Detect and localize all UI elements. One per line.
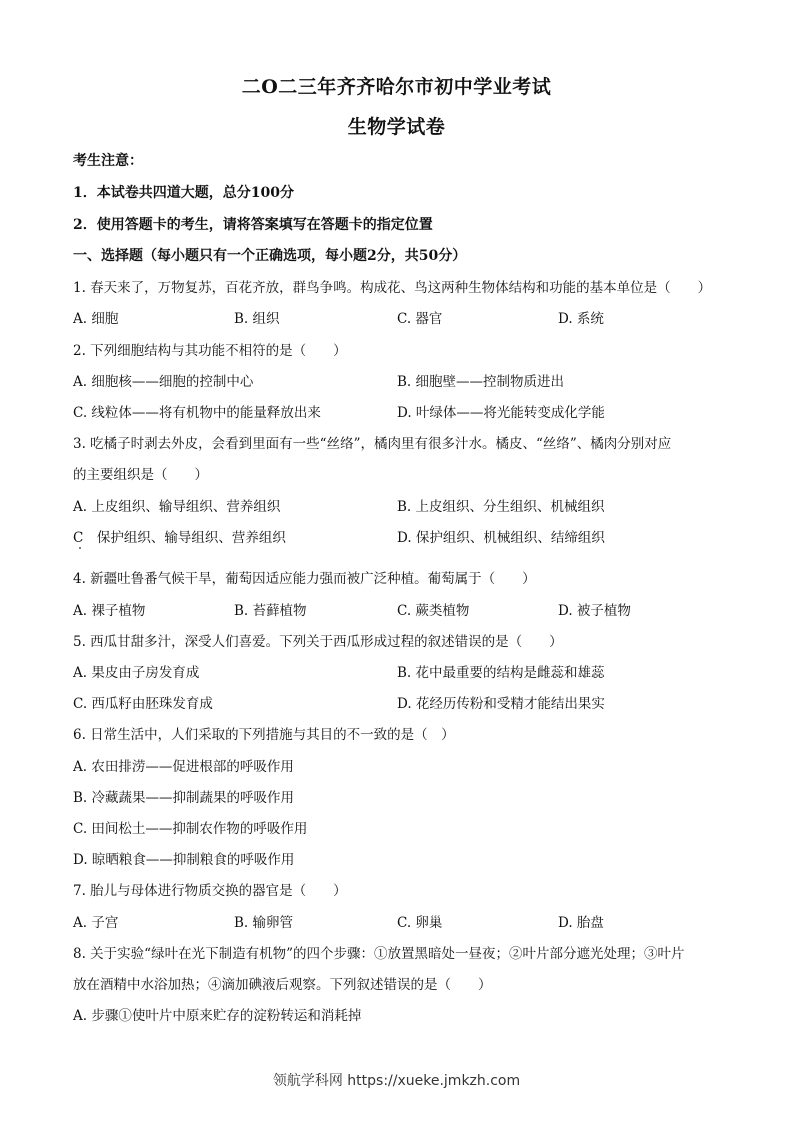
q5-option-d: D. 花经历传粉和受精才能结出果实 (397, 696, 605, 712)
notice-item-1: 1．本试卷共四道大题，总分100分 (73, 185, 294, 201)
q3-option-b: B. 上皮组织、分生组织、机械组织 (397, 499, 605, 515)
q8-option-a: A. 步骤①使叶片中原来贮存的淀粉转运和消耗掉 (73, 1008, 362, 1024)
q7-option-d: D. 胎盘 (558, 915, 604, 931)
q4-option-d: D. 被子植物 (558, 603, 631, 619)
q1-option-b: B. 组织 (234, 311, 280, 327)
section-heading: 一、选择题（每小题只有一个正确选项，每小题2分，共50分） (73, 248, 467, 264)
question-1-stem: 1. 春天来了，万物复苏，百花齐放，群鸟争鸣。构成花、鸟这两种生物体结构和功能的基本单位是（ ） (73, 280, 712, 296)
q7-option-c: C. 卵巢 (397, 915, 443, 931)
q2-option-a: A. 细胞核——细胞的控制中心 (73, 374, 254, 390)
q7-option-a: A. 子宫 (73, 915, 119, 931)
question-3-stem-line-2: 的主要组织是（ ） (73, 467, 208, 483)
q1-option-c: C. 器官 (397, 311, 443, 327)
question-2-stem: 2. 下列细胞结构与其功能不相符的是（ ） (73, 343, 347, 359)
q5-option-b: B. 花中最重要的结构是雌蕊和雄蕊 (397, 665, 605, 681)
scan-dot (79, 547, 81, 549)
footer-watermark-text: 领航学科网 https://xueke.jmkzh.com (272, 1073, 521, 1089)
question-7-stem: 7. 胎儿与母体进行物质交换的器官是（ ） (73, 883, 347, 899)
question-4-stem: 4. 新疆吐鲁番气候干旱，葡萄因适应能力强而被广泛种植。葡萄属于（ ） (73, 571, 536, 587)
q4-option-c: C. 蕨类植物 (397, 603, 470, 619)
q2-option-d: D. 叶绿体——将光能转变成化学能 (397, 405, 605, 421)
q5-option-c: C. 西瓜籽由胚珠发育成 (73, 696, 213, 712)
notice-heading: 考生注意： (73, 153, 143, 169)
q1-option-d: D. 系统 (558, 311, 604, 327)
q5-option-a: A. 果皮由子房发育成 (73, 665, 200, 681)
q2-option-c: C. 线粒体——将有机物中的能量释放出来 (73, 405, 321, 421)
question-6-stem: 6. 日常生活中，人们采取的下列措施与其目的不一致的是（ ） (73, 727, 455, 743)
q7-option-b: B. 输卵管 (234, 915, 294, 931)
q4-option-b: B. 苔藓植物 (234, 603, 307, 619)
question-3-stem-line-1: 3. 吃橘子时剥去外皮，会看到里面有一些“丝络”，橘肉里有很多汁水。橘皮、“丝络”、橘肉分别对应 (73, 436, 672, 452)
question-8-stem-line-2: 放在酒精中水浴加热；④滴加碘液后观察。下列叙述错误的是（ ） (73, 977, 492, 993)
q3-option-d: D. 保护组织、机械组织、结缔组织 (397, 530, 605, 546)
q4-option-a: A. 裸子植物 (73, 603, 146, 619)
q6-option-d: D. 晾晒粮食——抑制粮食的呼吸作用 (73, 852, 295, 868)
exam-subtitle: 生物学试卷 (347, 116, 446, 138)
q2-option-b: B. 细胞壁——控制物质进出 (397, 374, 565, 390)
q6-option-a: A. 农田排涝——促进根部的呼吸作用 (73, 759, 294, 775)
question-5-stem: 5. 西瓜甘甜多汁，深受人们喜爱。下列关于西瓜形成过程的叙述错误的是（ ） (73, 634, 563, 650)
q6-option-c: C. 田间松土——抑制农作物的呼吸作用 (73, 821, 308, 837)
exam-title: 二O二三年齐齐哈尔市初中学业考试 (241, 76, 552, 98)
q1-option-a: A. 细胞 (73, 311, 119, 327)
q6-option-b: B. 冷藏蔬果——抑制蔬果的呼吸作用 (73, 790, 295, 806)
notice-item-2: 2．使用答题卡的考生，请将答案填写在答题卡的指定位置 (73, 217, 433, 233)
q3-option-c: C 保护组织、输导组织、营养组织 (73, 530, 286, 546)
question-8-stem-line-1: 8. 关于实验“绿叶在光下制造有机物”的四个步骤：①放置黑暗处一昼夜；②叶片部分遮光处理；③叶片 (73, 946, 685, 962)
q3-option-a: A. 上皮组织、输导组织、营养组织 (73, 499, 281, 515)
